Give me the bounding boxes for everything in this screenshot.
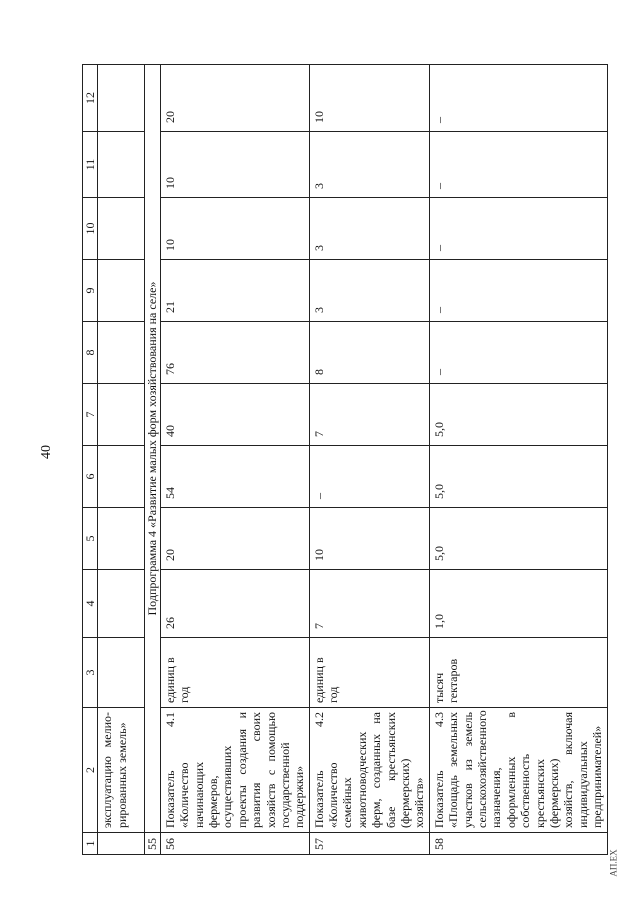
value-cell: 8 (309, 322, 429, 384)
value-cell: 26 (160, 570, 309, 638)
value-cell: 1,0 (429, 570, 607, 638)
unit-cell: единиц в год (160, 638, 309, 708)
header-cell: 3 (83, 638, 98, 708)
header-cell: 12 (83, 65, 98, 132)
value-cell: – (429, 260, 607, 322)
empty-cell (98, 384, 145, 446)
table-row (160, 65, 309, 855)
value-cell: 76 (160, 322, 309, 384)
indicator-name: эксплуатацию мелио-рированных земель» (98, 708, 145, 833)
value-cell: 3 (309, 198, 429, 260)
value-cell: 10 (160, 198, 309, 260)
value-cell: – (429, 65, 607, 132)
value-cell: 54 (160, 446, 309, 508)
empty-cell (98, 260, 145, 322)
unit-cell: тысяч гектаров (429, 638, 607, 708)
value-cell: – (429, 198, 607, 260)
value-cell: 20 (160, 65, 309, 132)
header-cell: 9 (83, 260, 98, 322)
header-cell: 2 (83, 708, 98, 833)
header-row (83, 65, 98, 855)
row-number: 58 (429, 833, 607, 855)
value-cell: 21 (160, 260, 309, 322)
header-cell: 7 (83, 384, 98, 446)
empty-cell (98, 198, 145, 260)
value-cell: 3 (309, 260, 429, 322)
value-cell: 10 (309, 508, 429, 570)
unit-cell: единиц в год (309, 638, 429, 708)
indicator-table (82, 64, 608, 855)
value-cell: 20 (160, 508, 309, 570)
header-cell: 1 (83, 833, 98, 855)
header-cell: 8 (83, 322, 98, 384)
value-cell: 5,0 (429, 508, 607, 570)
header-cell: 5 (83, 508, 98, 570)
indicator-name: Показатель 4.1 «Количество начинающих фермеров, осуществивших проекты создания и развития своих хозяйств с помощью государственной поддержки» (160, 708, 309, 833)
row-number: 57 (309, 833, 429, 855)
empty-cell (98, 322, 145, 384)
header-cell: 10 (83, 198, 98, 260)
indicator-name: Показатель 4.2 «Количество семейных животноводческих ферм, созданных на базе крестьянских (фермерских) хозяйств» (309, 708, 429, 833)
empty-cell (98, 570, 145, 638)
value-cell: – (429, 322, 607, 384)
indicator-name: Показатель 4.3 «Площадь земельных участков из земель сельскохозяйственного назначения, оформленных в собственность крестьянских (фермерских) хозяйств, включая индивидуальных предпринимателей» (429, 708, 607, 833)
empty-cell (98, 446, 145, 508)
footer-code: АП.ЕХ (608, 849, 619, 877)
value-cell: 40 (160, 384, 309, 446)
row-number: 56 (160, 833, 309, 855)
section-row (145, 65, 160, 855)
value-cell: 3 (309, 132, 429, 198)
value-cell: – (429, 132, 607, 198)
section-title: Подпрограмма 4 «Развитие малых форм хозяйствования на селе» (145, 65, 160, 833)
table-row (429, 65, 607, 855)
value-cell: 10 (309, 65, 429, 132)
header-cell: 4 (83, 570, 98, 638)
header-cell: 11 (83, 132, 98, 198)
value-cell: 10 (160, 132, 309, 198)
value-cell: 7 (309, 570, 429, 638)
empty-cell (98, 132, 145, 198)
rotated-page (82, 65, 640, 855)
page-number: 40 (39, 445, 54, 459)
row-number: 55 (145, 833, 160, 855)
value-cell: 7 (309, 384, 429, 446)
value-cell: 5,0 (429, 384, 607, 446)
value-cell: 5,0 (429, 446, 607, 508)
header-cell: 6 (83, 446, 98, 508)
row-number (98, 833, 145, 855)
table-row (309, 65, 429, 855)
empty-cell (98, 65, 145, 132)
empty-cell (98, 508, 145, 570)
value-cell: – (309, 446, 429, 508)
empty-cell (98, 638, 145, 708)
continuation-row (98, 65, 145, 855)
